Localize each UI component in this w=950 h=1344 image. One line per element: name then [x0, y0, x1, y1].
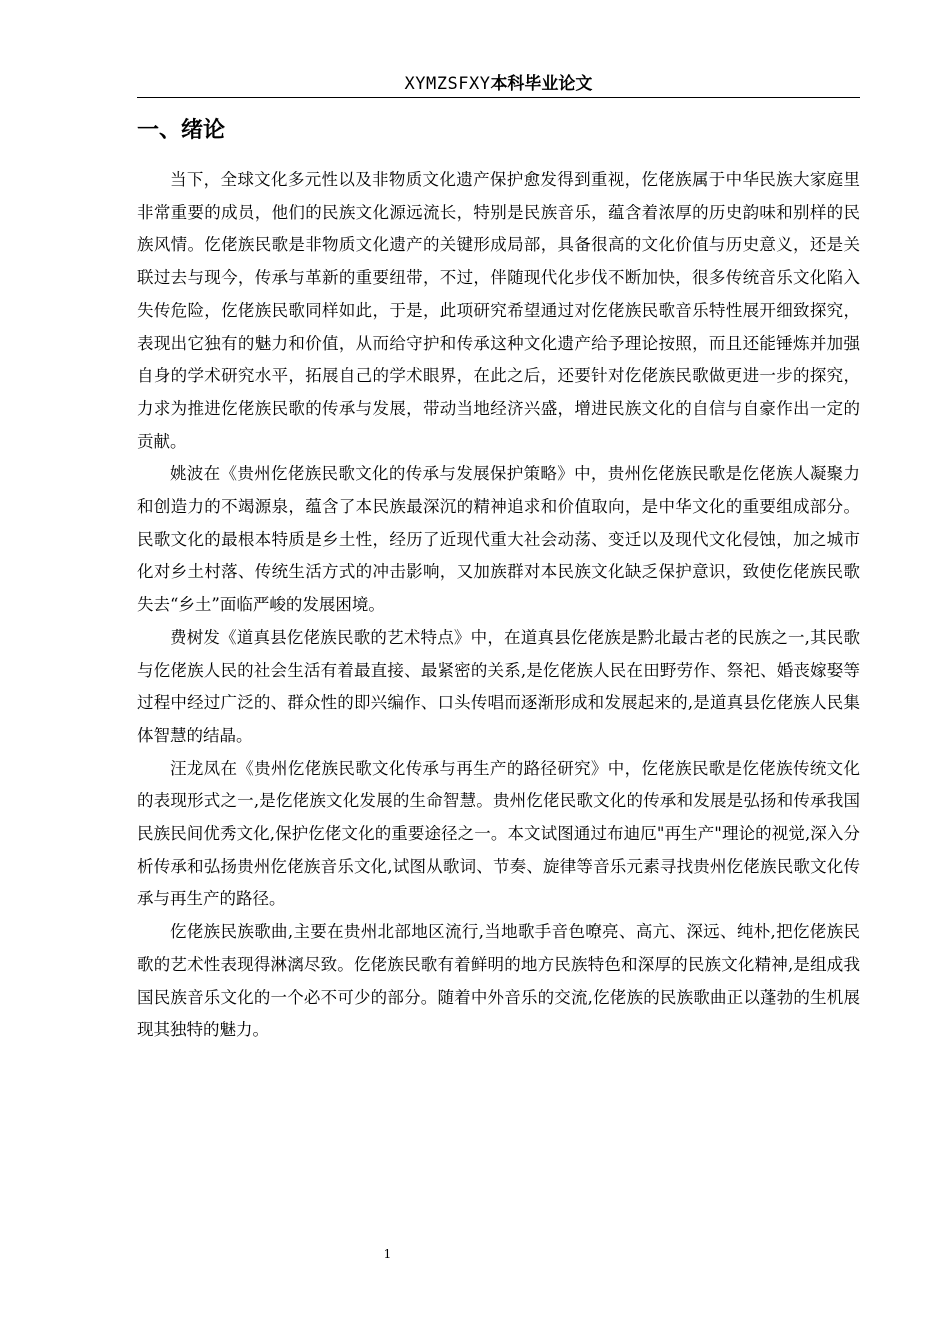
header-code: XYMZSFXY — [404, 74, 491, 94]
paragraph-intro: 当下，全球文化多元性以及非物质文化遗产保护愈发得到重视，仡佬族属于中华民族大家庭里非常重要的成员，他们的民族文化源远流长，特别是民族音乐，蕴含着浓厚的历史韵味和别样的民族风情。仡佬族民歌是非物质文化遗产的关键形成局部，具备很高的文化价值与历史意义，还是关联过去与现今，传承与革新的重要纽带，不过，伴随现代化步伐不断加快，很多传统音乐文化陷入失传危险，仡佬族民歌同样如此，于是，此项研究希望通过对仡佬族民歌音乐特性展开细致探究，表现出它独有的魅力和价值，从而给守护和传承这种文化遗产给予理论按照，而且还能锤炼并加强自身的学术研究水平，拓展自己的学术眼界，在此之后，还要针对仡佬族民歌做更进一步的探究，力求为推进仡佬族民歌的传承与发展，带动当地经济兴盛，增进民族文化的自信与自豪作出一定的贡献。 — [137, 170, 860, 451]
page-header — [137, 70, 860, 98]
header-subtitle: 本科毕业论文 — [490, 74, 593, 94]
paragraph-yao-bo: 姚波在《贵州仡佬族民歌文化的传承与发展保护策略》中，贵州仡佬族民歌是仡佬族人凝聚力和创造力的不竭源泉，蕴含了本民族最深沉的精神追求和价值取向，是中华文化的重要组成部分。民歌文化的最根本特质是乡土性，经历了近现代重大社会动荡、变迁以及现代文化侵蚀，加之城市化对乡土村落、传统生活方式的冲击影响，又加族群对本民族文化缺乏保护意识，致使仡佬族民歌失去“乡土”面临严峻的发展困境。 — [137, 464, 860, 615]
paragraph-wang-longfeng: 汪龙凤在《贵州仡佬族民歌文化传承与再生产的路径研究》中，仡佬族民歌是仡佬族传统文化的表现形式之一,是仡佬族文化发展的生命智慧。贵州仡佬民歌文化的传承和发展是弘扬和传承我国民族民间优秀文化,保护仡佬文化的重要途径之一。本文试图通过布迪厄"再生产"理论的视觉,深入分析传承和弘扬贵州仡佬族音乐文化,试图从歌词、节奏、旋律等音乐元素寻找贵州仡佬族民歌文化传承与再生产的路径。 — [137, 758, 860, 909]
body-text — [137, 164, 860, 1047]
paragraph-folk-songs: 仡佬族民族歌曲,主要在贵州北部地区流行,当地歌手音色嘹亮、高亢、深远、纯朴,把仡佬族民歌的艺术性表现得淋漓尽致。仡佬族民歌有着鲜明的地方民族特色和深厚的民族文化精神,是组成我国民族音乐文化的一个必不可少的部分。随着中外音乐的交流,仡佬族的民族歌曲正以蓬勃的生机展现其独特的魅力。 — [137, 922, 860, 1040]
page-number: 1 — [383, 1247, 392, 1261]
paragraph-fei-shufa: 费树发《道真县仡佬族民歌的艺术特点》中，在道真县仡佬族是黔北最古老的民族之一,其民歌与仡佬族人民的社会生活有着最直接、最紧密的关系,是仡佬族人民在田野劳作、祭祀、婚丧嫁娶等过程中经过广泛的、群众性的即兴编作、口头传唱而逐渐形成和发展起来的,是道真县仡佬族人民集体智慧的结晶。 — [137, 627, 860, 745]
section-title: 一、绪论 — [137, 118, 226, 143]
